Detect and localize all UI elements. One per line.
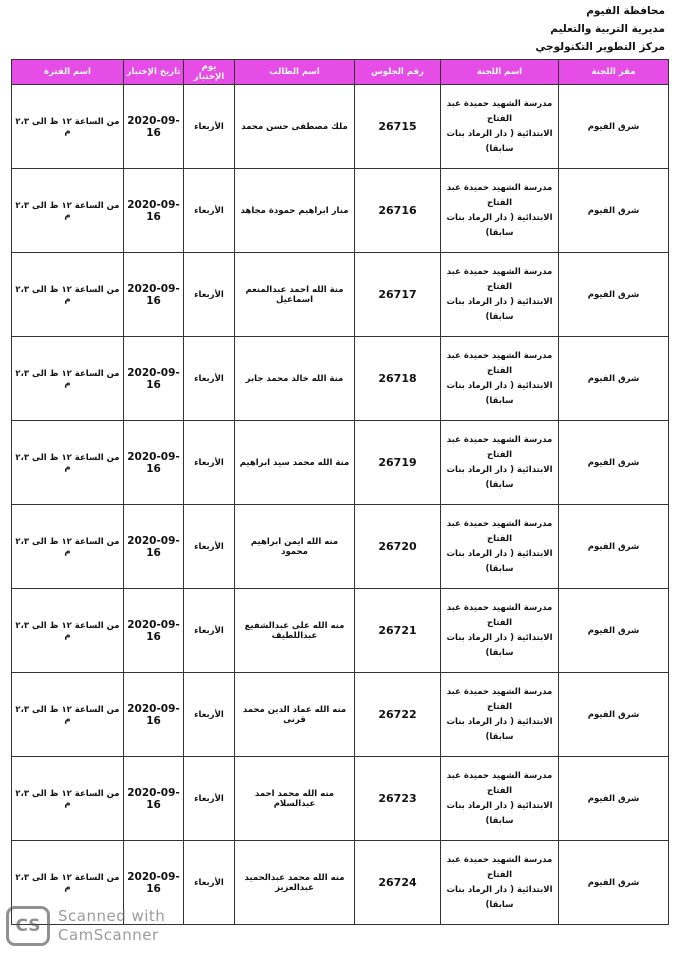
table-row [12,757,669,841]
table-row [12,421,669,505]
committee-line2: الابتدائية ( دار الرماد بنات سابقا) [446,380,553,406]
hq-cell: شرق الفيوم [559,841,669,925]
col-header-committee: اسم اللجنة [441,60,559,85]
seat-number-cell: 26715 [355,85,441,169]
committee-cell [441,505,559,589]
period-cell: من الساعة ١٢ ظ الى ٢،٣ م [12,253,124,337]
exam-date-cell: 2020-09-16 [124,589,184,673]
exam-schedule-table [11,59,669,925]
col-header-seat: رقم الجلوس [355,60,441,85]
exam-date-cell: 2020-09-16 [124,169,184,253]
student-name-cell: منه الله على عبدالشفيع عبداللطيف [235,589,355,673]
committee-line2: الابتدائية ( دار الرماد بنات سابقا) [446,464,553,490]
committee-line1: مدرسة الشهيد حميدة عبد الفتاح [446,182,553,208]
table-header-row [12,60,669,85]
student-name-cell: منه الله ايمن ابراهيم محمود [235,505,355,589]
committee-cell [441,169,559,253]
exam-date-cell: 2020-09-16 [124,505,184,589]
seat-number-cell: 26719 [355,421,441,505]
camscanner-watermark [6,906,165,946]
committee-cell [441,589,559,673]
committee-cell [441,673,559,757]
period-cell: من الساعة ١٢ ظ الى ٢،٣ م [12,673,124,757]
committee-cell [441,337,559,421]
exam-date-cell: 2020-09-16 [124,757,184,841]
committee-line1: مدرسة الشهيد حميدة عبد الفتاح [446,854,553,880]
watermark-text [58,907,165,945]
exam-day-cell: الأربعاء [184,337,235,421]
exam-date-cell: 2020-09-16 [124,253,184,337]
period-cell: من الساعة ١٢ ظ الى ٢،٣ م [12,757,124,841]
directorate-title: مديرية التربية والتعليم [550,23,665,35]
exam-day-cell: الأربعاء [184,505,235,589]
student-name-cell: منار ابراهيم حمودة مجاهد [235,169,355,253]
seat-number-cell: 26722 [355,673,441,757]
col-header-day: يوم الإختبار [184,60,235,85]
committee-line1: مدرسة الشهيد حميدة عبد الفتاح [446,518,553,544]
hq-cell: شرق الفيوم [559,757,669,841]
hq-cell: شرق الفيوم [559,337,669,421]
center-title: مركز التطوير التكنولوجي [535,41,665,53]
student-name-cell: ملك مصطفى حسن محمد [235,85,355,169]
table-row [12,337,669,421]
seat-number-cell: 26720 [355,505,441,589]
document-header [535,2,665,56]
watermark-line2: CamScanner [58,926,159,944]
hq-cell: شرق الفيوم [559,85,669,169]
committee-line1: مدرسة الشهيد حميدة عبد الفتاح [446,350,553,376]
committee-cell [441,253,559,337]
exam-date-cell: 2020-09-16 [124,85,184,169]
col-header-date: تاريخ الإختبار [124,60,184,85]
exam-date-cell: 2020-09-16 [124,337,184,421]
col-header-student: اسم الطالب [235,60,355,85]
student-name-cell: منه الله محمد عبدالحميد عبدالعزيز [235,841,355,925]
period-cell: من الساعة ١٢ ظ الى ٢،٣ م [12,421,124,505]
exam-day-cell: الأربعاء [184,169,235,253]
committee-line2: الابتدائية ( دار الرماد بنات سابقا) [446,296,553,322]
hq-cell: شرق الفيوم [559,505,669,589]
committee-line2: الابتدائية ( دار الرماد بنات سابقا) [446,128,553,154]
table-row [12,85,669,169]
committee-cell [441,421,559,505]
hq-cell: شرق الفيوم [559,169,669,253]
hq-cell: شرق الفيوم [559,253,669,337]
seat-number-cell: 26724 [355,841,441,925]
exam-day-cell: الأربعاء [184,757,235,841]
col-header-period: اسم الفترة [12,60,124,85]
period-cell: من الساعة ١٢ ظ الى ٢،٣ م [12,85,124,169]
committee-line1: مدرسة الشهيد حميدة عبد الفتاح [446,770,553,796]
exam-date-cell: 2020-09-16 [124,673,184,757]
table-row [12,253,669,337]
governorate-title: محافظة الفيوم [586,5,665,17]
exam-date-cell: 2020-09-16 [124,421,184,505]
committee-line2: الابتدائية ( دار الرماد بنات سابقا) [446,632,553,658]
exam-day-cell: الأربعاء [184,85,235,169]
committee-line2: الابتدائية ( دار الرماد بنات سابقا) [446,212,553,238]
exam-day-cell: الأربعاء [184,421,235,505]
committee-line1: مدرسة الشهيد حميدة عبد الفتاح [446,686,553,712]
seat-number-cell: 26718 [355,337,441,421]
table-row [12,505,669,589]
exam-date-cell: 2020-09-16 [124,841,184,925]
committee-line1: مدرسة الشهيد حميدة عبد الفتاح [446,266,553,292]
period-cell: من الساعة ١٢ ظ الى ٢،٣ م [12,589,124,673]
student-name-cell: منة الله خالد محمد جابر [235,337,355,421]
camscanner-logo-icon: CS [6,906,50,946]
exam-day-cell: الأربعاء [184,589,235,673]
committee-cell [441,85,559,169]
committee-line2: الابتدائية ( دار الرماد بنات سابقا) [446,716,553,742]
committee-line2: الابتدائية ( دار الرماد بنات سابقا) [446,800,553,826]
seat-number-cell: 26721 [355,589,441,673]
hq-cell: شرق الفيوم [559,421,669,505]
committee-line2: الابتدائية ( دار الرماد بنات سابقا) [446,884,553,910]
exam-day-cell: الأربعاء [184,673,235,757]
table-row [12,169,669,253]
period-cell: من الساعة ١٢ ظ الى ٢،٣ م [12,337,124,421]
committee-line1: مدرسة الشهيد حميدة عبد الفتاح [446,98,553,124]
period-cell: من الساعة ١٢ ظ الى ٢،٣ م [12,841,124,925]
seat-number-cell: 26723 [355,757,441,841]
watermark-line1: Scanned with [58,907,166,925]
exam-day-cell: الأربعاء [184,841,235,925]
student-name-cell: منة الله احمد عبدالمنعم اسماعيل [235,253,355,337]
committee-line1: مدرسة الشهيد حميدة عبد الفتاح [446,434,553,460]
hq-cell: شرق الفيوم [559,589,669,673]
student-name-cell: منه الله محمد احمد عبدالسلام [235,757,355,841]
student-name-cell: منة الله محمد سيد ابراهيم [235,421,355,505]
student-name-cell: منه الله عماد الدين محمد قرنى [235,673,355,757]
committee-line1: مدرسة الشهيد حميدة عبد الفتاح [446,602,553,628]
committee-line2: الابتدائية ( دار الرماد بنات سابقا) [446,548,553,574]
hq-cell: شرق الفيوم [559,673,669,757]
table-row [12,673,669,757]
seat-number-cell: 26717 [355,253,441,337]
period-cell: من الساعة ١٢ ظ الى ٢،٣ م [12,505,124,589]
table-row [12,589,669,673]
seat-number-cell: 26716 [355,169,441,253]
exam-day-cell: الأربعاء [184,253,235,337]
committee-cell [441,757,559,841]
period-cell: من الساعة ١٢ ظ الى ٢،٣ م [12,169,124,253]
committee-cell [441,841,559,925]
col-header-hq: مقر اللجنة [559,60,669,85]
